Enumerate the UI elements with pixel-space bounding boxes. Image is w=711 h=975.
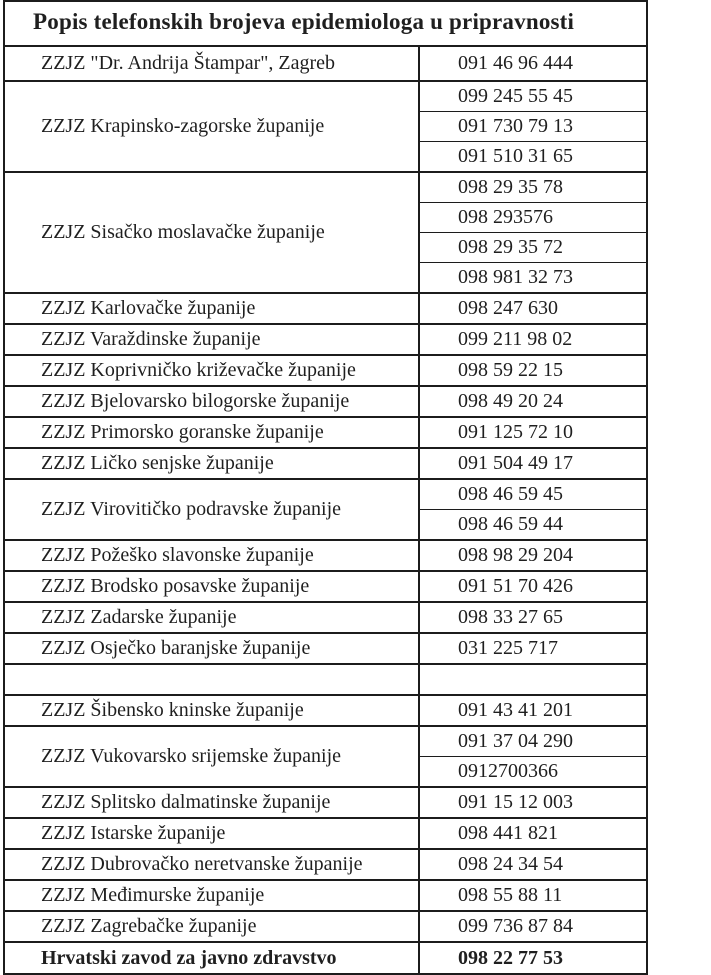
- phone-cell: 098 46 59 44: [419, 510, 647, 541]
- institution-cell: ZZJZ Dubrovačko neretvanske županije: [4, 849, 419, 880]
- table-row: [4, 695, 647, 726]
- table-row: [4, 81, 647, 112]
- phone-cell: 099 736 87 84: [419, 911, 647, 942]
- phone-cell: 098 441 821: [419, 818, 647, 849]
- phone-cell: 098 293576: [419, 203, 647, 233]
- institution-cell: ZZJZ Virovitičko podravske županije: [4, 479, 419, 540]
- phone-cell: 098 24 34 54: [419, 849, 647, 880]
- table-row: [4, 448, 647, 479]
- phone-cell: 099 245 55 45: [419, 81, 647, 112]
- phone-cell: 098 22 77 53: [419, 942, 647, 974]
- phone-cell: 098 981 32 73: [419, 263, 647, 294]
- institution-cell: ZZJZ Šibensko kninske županije: [4, 695, 419, 726]
- institution-cell: ZZJZ Koprivničko križevačke županije: [4, 355, 419, 386]
- phone-cell: 091 125 72 10: [419, 417, 647, 448]
- phone-cell: 098 98 29 204: [419, 540, 647, 571]
- phone-cell: 091 15 12 003: [419, 787, 647, 818]
- phone-cell: 091 46 96 444: [419, 46, 647, 81]
- phone-directory-table: [3, 0, 648, 975]
- institution-cell: ZZJZ Vukovarsko srijemske županije: [4, 726, 419, 787]
- table-row: [4, 664, 647, 695]
- table-row: [4, 355, 647, 386]
- phone-cell: 098 247 630: [419, 293, 647, 324]
- table-row: [4, 571, 647, 602]
- institution-cell: ZZJZ Zagrebačke županije: [4, 911, 419, 942]
- table-row: [4, 540, 647, 571]
- table-row: [4, 386, 647, 417]
- phone-cell: 091 51 70 426: [419, 571, 647, 602]
- institution-cell: ZZJZ Splitsko dalmatinske županije: [4, 787, 419, 818]
- institution-cell: Hrvatski zavod za javno zdravstvo: [4, 942, 419, 974]
- phone-cell: 098 59 22 15: [419, 355, 647, 386]
- phone-cell: 098 33 27 65: [419, 602, 647, 633]
- institution-cell: ZZJZ Ličko senjske županije: [4, 448, 419, 479]
- phone-cell: 098 49 20 24: [419, 386, 647, 417]
- phone-cell: 091 43 41 201: [419, 695, 647, 726]
- table-row: [4, 602, 647, 633]
- table-row: [4, 633, 647, 664]
- phone-cell: 099 211 98 02: [419, 324, 647, 355]
- table-title-section: [4, 1, 647, 46]
- phone-cell: 091 510 31 65: [419, 142, 647, 173]
- table-row: [4, 911, 647, 942]
- table-row: [4, 479, 647, 510]
- institution-cell: ZZJZ "Dr. Andrija Štampar", Zagreb: [4, 46, 419, 81]
- page-title: Popis telefonskih brojeva epidemiologa u pripravnosti: [4, 1, 647, 46]
- table-row: [4, 46, 647, 81]
- institution-cell: ZZJZ Varaždinske županije: [4, 324, 419, 355]
- phone-cell: [419, 664, 647, 695]
- institution-cell: ZZJZ Karlovačke županije: [4, 293, 419, 324]
- institution-cell: ZZJZ Osječko baranjske županije: [4, 633, 419, 664]
- institution-cell: [4, 664, 419, 695]
- table-row: [4, 849, 647, 880]
- phone-cell: 031 225 717: [419, 633, 647, 664]
- phone-cell: 098 46 59 45: [419, 479, 647, 510]
- table-title-row: [4, 1, 647, 46]
- institution-cell: ZZJZ Brodsko posavske županije: [4, 571, 419, 602]
- table-row: [4, 726, 647, 757]
- table-row: [4, 293, 647, 324]
- institution-cell: ZZJZ Istarske županije: [4, 818, 419, 849]
- phone-cell: 098 55 88 11: [419, 880, 647, 911]
- institution-cell: ZZJZ Krapinsko-zagorske županije: [4, 81, 419, 172]
- phone-cell: 091 504 49 17: [419, 448, 647, 479]
- phone-cell: 091 730 79 13: [419, 112, 647, 142]
- table-row: [4, 787, 647, 818]
- institution-cell: ZZJZ Požeško slavonske županije: [4, 540, 419, 571]
- phone-cell: 0912700366: [419, 757, 647, 788]
- institution-cell: ZZJZ Međimurske županije: [4, 880, 419, 911]
- table-row: [4, 818, 647, 849]
- institution-cell: ZZJZ Sisačko moslavačke županije: [4, 172, 419, 293]
- institution-cell: ZZJZ Primorsko goranske županije: [4, 417, 419, 448]
- phone-cell: 091 37 04 290: [419, 726, 647, 757]
- institution-cell: ZZJZ Bjelovarsko bilogorske županije: [4, 386, 419, 417]
- table-row: [4, 417, 647, 448]
- table-body: [4, 46, 647, 974]
- table-row: [4, 172, 647, 203]
- phone-cell: 098 29 35 78: [419, 172, 647, 203]
- institution-cell: ZZJZ Zadarske županije: [4, 602, 419, 633]
- phone-cell: 098 29 35 72: [419, 233, 647, 263]
- table-row: [4, 324, 647, 355]
- table-row: [4, 880, 647, 911]
- table-row: [4, 942, 647, 974]
